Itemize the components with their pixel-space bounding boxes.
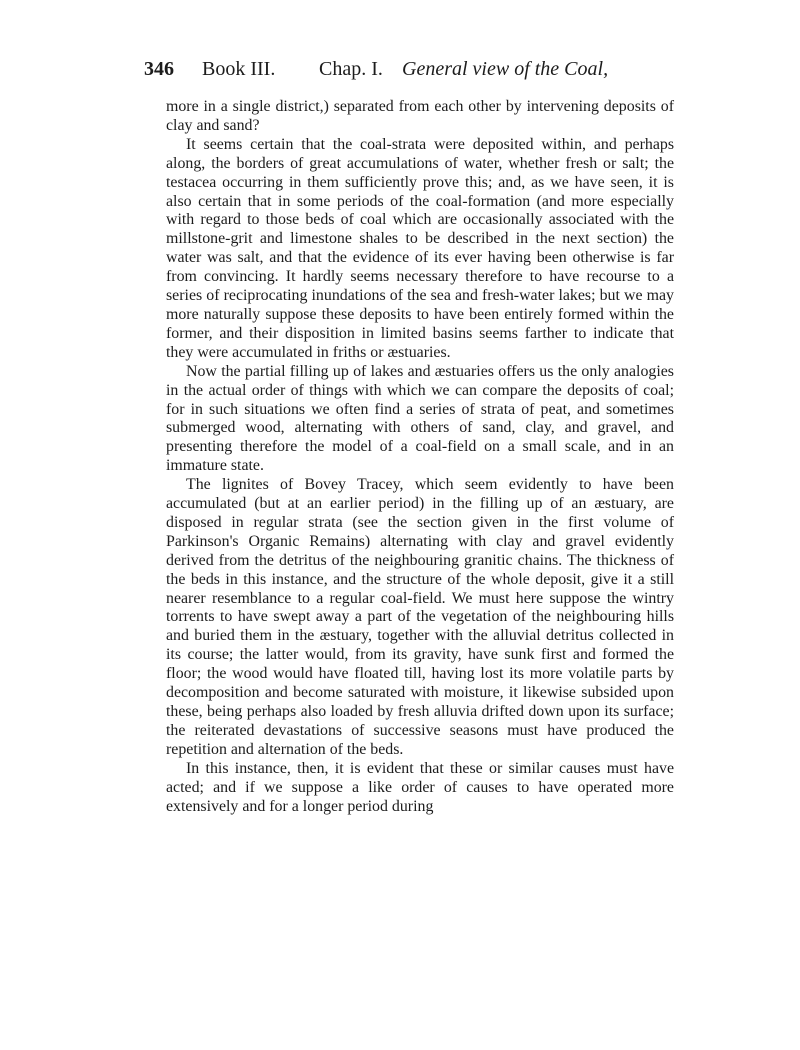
paragraph-continuation: more in a single district,) separated from each other by intervening deposits of clay and sand? (166, 98, 674, 134)
paragraph: Now the partial filling up of lakes and æstuaries offers us the only analogies in the actual order of things with which we can compare the deposits of coal; for in such situations we often find a series of strata of peat, and sometimes submerged wood, alternating with others of sand, clay, and gravel, and presenting therefore the model of a coal-field on a small scale, and in an immature state. (166, 362, 674, 475)
chapter-label: Chap. I. (319, 58, 383, 80)
running-title: General view of the Coal, (402, 58, 609, 80)
paragraph: The lignites of Bovey Tracey, which seem evidently to have been accumulated (but at an earlier period) in the filling up of an æstuary, are disposed in regular strata (see the section given in the first volume of Parkinson's Organic Remains) alternating with clay and gravel evidently derived from the detritus of the neighbouring granitic chains. The thickness of the beds in this instance, and the structure of the whole deposit, give it a still nearer resemblance to a regular coal-field. We must here suppose the wintry torrents to have swept away a part of the vegetation of the neighbouring hills and buried them in the æstuary, together with the alluvial detritus collected in its course; the latter would, from its gravity, have sunk first and formed the floor; the wood would have floated till, having lost its more volatile parts by decomposition and become saturated with moisture, it likewise subsided upon these, being perhaps also loaded by fresh alluvia drifted down upon its surface; the reiterated devastations of successive seasons must have produced the repetition and alternation of the beds. (166, 476, 674, 758)
paragraph: In this instance, then, it is evident that these or similar causes must have acted; and if we suppose a like order of causes to have operated more extensively and for a longer period during (166, 759, 674, 815)
paragraph: It seems certain that the coal-strata were deposited within, and perhaps along, the borders of great accumulations of water, whether fresh or salt; the testacea occurring in them sufficiently prove this; and, as we have seen, it is also certain that in some periods of the coal-formation (and more especially with regard to those beds of coal which are occasionally associated with the millstone-grit and limestone shales to be described in the next section) the water was salt, and that the evidence of its ever having been otherwise is far from convincing. It hardly seems necessary therefore to have recourse to a series of reciprocating inundations of the sea and fresh-water lakes; but we may more naturally suppose these deposits to have been entirely formed within the former, and their disposition in limited basins seems farther to indicate that they were accumulated in friths or æstuaries. (166, 135, 674, 361)
running-header (144, 58, 674, 88)
book-label: Book III. (202, 58, 276, 80)
page-number: 346 (144, 58, 174, 80)
book-page (144, 58, 674, 816)
body-text (166, 98, 674, 816)
